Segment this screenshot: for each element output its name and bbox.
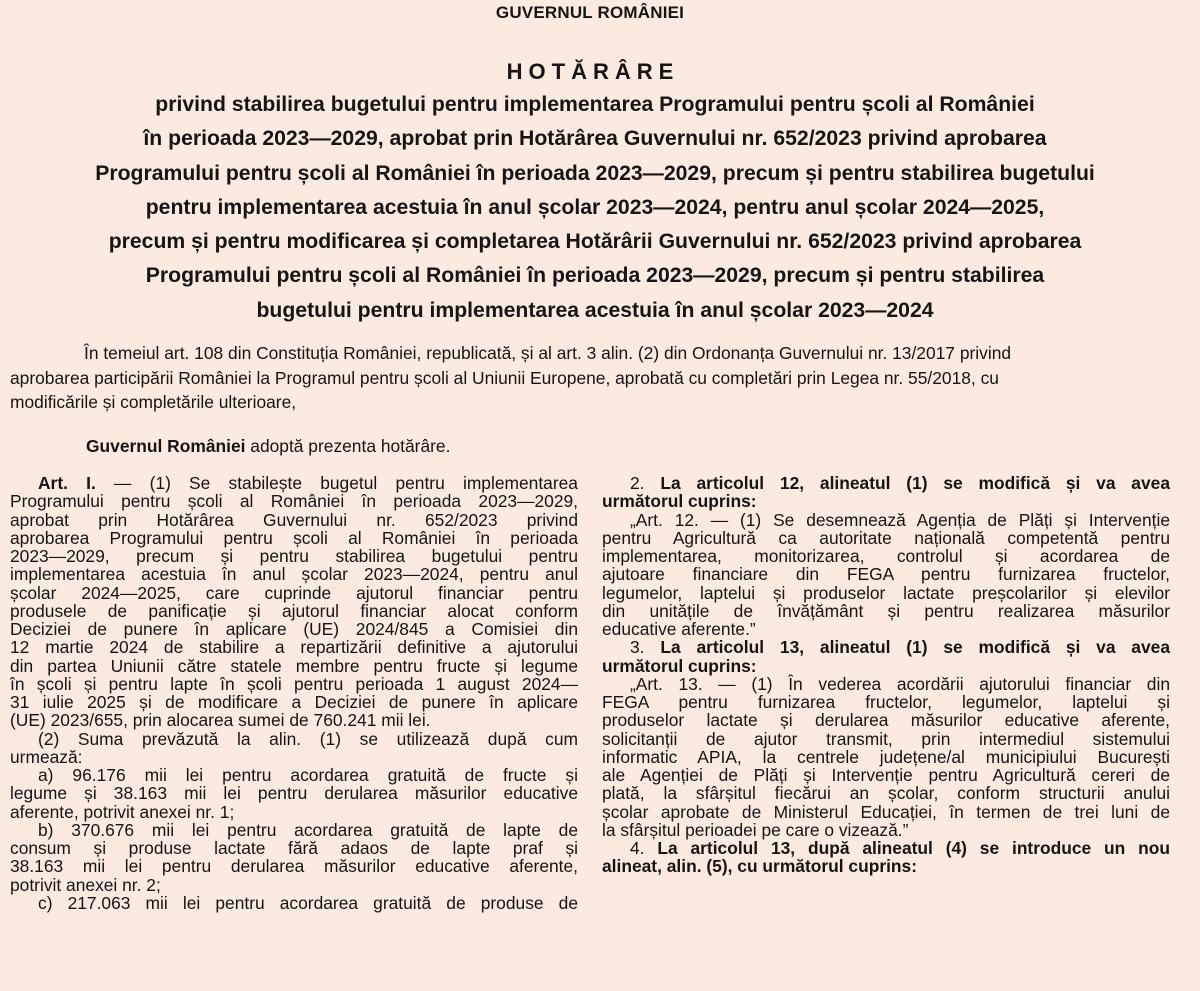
subtitle-line: pentru implementarea acestuia în anul școlar 2023—2024, pentru anul școlar 2024—2025, <box>145 195 1045 219</box>
item-b-line: b) 370.676 mii lei pentru acordarea gratuită de lapte de <box>38 819 578 840</box>
article-13-line: ale Agenției de Plăți și Intervenție pentru Agricultură cereri de <box>602 765 1170 785</box>
subtitle-line: Programului pentru școli al României în perioada 2023—2029, precum și pentru stabilirea bugetului <box>95 161 1095 185</box>
article-13-line: plată, la sfârșitul fiecărui an școlar, conform structurii anului <box>602 783 1170 804</box>
article-1-line: Deciziei de punere în aplicare (UE) 2024/845 a Comisiei din <box>10 619 578 639</box>
item-2-heading-cont: următorul cuprins: <box>602 491 757 512</box>
paragraph-2-line: urmează: <box>10 746 83 767</box>
article-13-line: informatic APIA, la centrele județene/al municipiului București <box>602 746 1170 767</box>
item-3-heading <box>602 638 1170 656</box>
article-13-line: FEGA pentru furnizarea fructelor, legumelor, laptelui și <box>602 692 1170 712</box>
item-4-heading-text: La articolul 13, după alineatul (4) se introduce un nou <box>644 838 1170 858</box>
item-a-line: legume și 38.163 mii lei pentru derularea măsurilor educative <box>10 783 578 804</box>
adoption-text: adoptă prezenta hotărâre. <box>245 436 451 456</box>
article-12-line: implementarea, monitorizarea, controlul și acordarea de <box>602 546 1170 566</box>
article-13-line: „Art. 13. — (1) În vederea acordării ajutorului financiar din <box>630 673 1170 694</box>
item-3-number: 3. <box>630 637 645 658</box>
item-a-line: aferente, potrivit anexei nr. 1; <box>10 801 235 822</box>
item-b-line: potrivit anexei nr. 2; <box>10 874 161 895</box>
article-12-line: din unitățile de învățământ și pentru realizarea măsurilor <box>602 600 1170 621</box>
article-12-line: pentru Agricultură ca autoritate națională competentă pentru <box>602 527 1170 548</box>
subtitle-line: în perioada 2023—2029, aprobat prin Hotărârea Guvernului nr. 652/2023 privind aprobarea <box>143 127 1047 151</box>
article-1-line: aprobarea Programului pentru școli al României în perioada <box>10 527 578 548</box>
legal-basis-paragraph <box>10 341 1190 415</box>
item-4-heading-cont: alineat, alin. (5), cu următorul cuprins: <box>602 856 918 877</box>
article-1-line: 2023—2029, precum și pentru stabilirea bugetului pentru <box>10 546 578 566</box>
document-type-title: HOTĂRÂRE <box>506 59 680 84</box>
article-1-text: — (1) Se stabilește bugetul pentru implementarea <box>95 473 578 493</box>
article-1-line: Programului pentru școli al României în perioada 2023—2029, <box>10 491 578 512</box>
article-1-line: 12 martie 2024 de stabilire a repartizării definitive a ajutorului <box>10 637 578 658</box>
article-13-line: produselor lactate și derularea măsurilor educative aferente, <box>602 710 1170 731</box>
article-12-line: legumelor, laptelui și produselor lactate preșcolarilor și elevilor <box>602 582 1170 603</box>
item-2-heading-text: La articolul 12, alineatul (1) se modifică și va avea <box>644 473 1170 493</box>
intro-line: În temeiul art. 108 din Constituția României, republicată, și al art. 3 alin. (2) din Ordonanța Guvernului nr. 13/2017 privind <box>84 343 1012 363</box>
item-4-number: 4. <box>630 838 645 858</box>
intro-line: aprobarea participării României la Programul pentru școli al Uniunii Europene, aprobată cu completări prin Legea nr. 55/2018, cu <box>10 367 999 388</box>
article-1-line: (UE) 2023/655, prin alocarea sumei de 760.241 mii lei. <box>10 710 431 731</box>
subtitle-line: bugetului pentru implementarea acestuia în anul școlar 2023—2024 <box>256 298 934 322</box>
item-3-heading-cont: următorul cuprins: <box>602 655 757 676</box>
adoption-statement <box>86 434 450 458</box>
article-1-line: din partea Uniunii către statele membre pentru fructe și legume <box>10 655 578 676</box>
article-12-line: ajutoare financiare din FEGA pentru furnizarea fructelor, <box>602 564 1170 585</box>
article-13-line: la sfârșitul perioadei pe care o vizează.” <box>602 819 909 840</box>
article-1-first-line <box>10 474 578 492</box>
adoption-government: Guvernul României <box>86 436 246 456</box>
article-1-line: implementarea acestuia în anul școlar 2023—2024, pentru anul <box>10 564 578 585</box>
subtitle-line: privind stabilirea bugetului pentru implementarea Programului pentru școli al României <box>155 93 1035 116</box>
paragraph-2-line: (2) Suma prevăzută la alin. (1) se utilizează după cum <box>38 728 578 749</box>
article-12-line: „Art. 12. — (1) Se desemnează Agenția de Plăți și Intervenție <box>630 509 1170 530</box>
article-1-label: Art. I. <box>38 473 96 493</box>
intro-line: modificările și completările ulterioare, <box>10 392 297 412</box>
article-12-line: educative aferente.” <box>602 619 756 639</box>
article-1-line: aprobat prin Hotărârea Guvernului nr. 652/2023 privind <box>10 509 578 530</box>
subtitle-line: precum și pentru modificarea și completarea Hotărârii Guvernului nr. 652/2023 privind aprobarea <box>108 230 1082 254</box>
document-subtitle <box>0 88 1190 328</box>
item-2-heading <box>602 474 1170 492</box>
article-1-line: școlar 2024—2025, care cuprinde ajutorul financiar pentru <box>10 582 578 603</box>
item-b-line: consum și produse lactate fără adaos de lapte praf și <box>10 838 578 858</box>
item-b-line: 38.163 mii lei pentru derularea măsurilor educative aferente, <box>10 856 578 877</box>
left-column <box>10 474 578 912</box>
article-1-line: produsele de panificație și ajutorul financiar alocat conform <box>10 600 578 621</box>
item-a-line: a) 96.176 mii lei pentru acordarea gratuită de fructe și <box>38 765 578 785</box>
article-1-line: în școli și pentru lapte în școli pentru perioada 1 august 2024— <box>10 673 578 694</box>
government-heading: GUVERNUL ROMÂNIEI <box>495 3 685 22</box>
article-1-line: 31 iulie 2025 și de modificare a Deciziei de punere în aplicare <box>10 692 578 712</box>
article-13-line: școlar aprobate de Ministerul Educației, în termen de trei luni de <box>602 801 1170 822</box>
article-13-line: solicitanții de ajutor transmit, prin intermediul sistemului <box>602 728 1170 749</box>
item-3-heading-text: La articolul 13, alineatul (1) se modifică și va avea <box>644 637 1170 658</box>
item-2-number: 2. <box>630 473 645 493</box>
right-column <box>602 474 1170 876</box>
item-c-line: c) 217.063 mii lei pentru acordarea gratuită de produse de <box>38 892 578 913</box>
subtitle-line: Programului pentru școli al României în perioada 2023—2029, precum și pentru stabilirea <box>145 264 1045 288</box>
item-4-heading <box>602 839 1170 857</box>
